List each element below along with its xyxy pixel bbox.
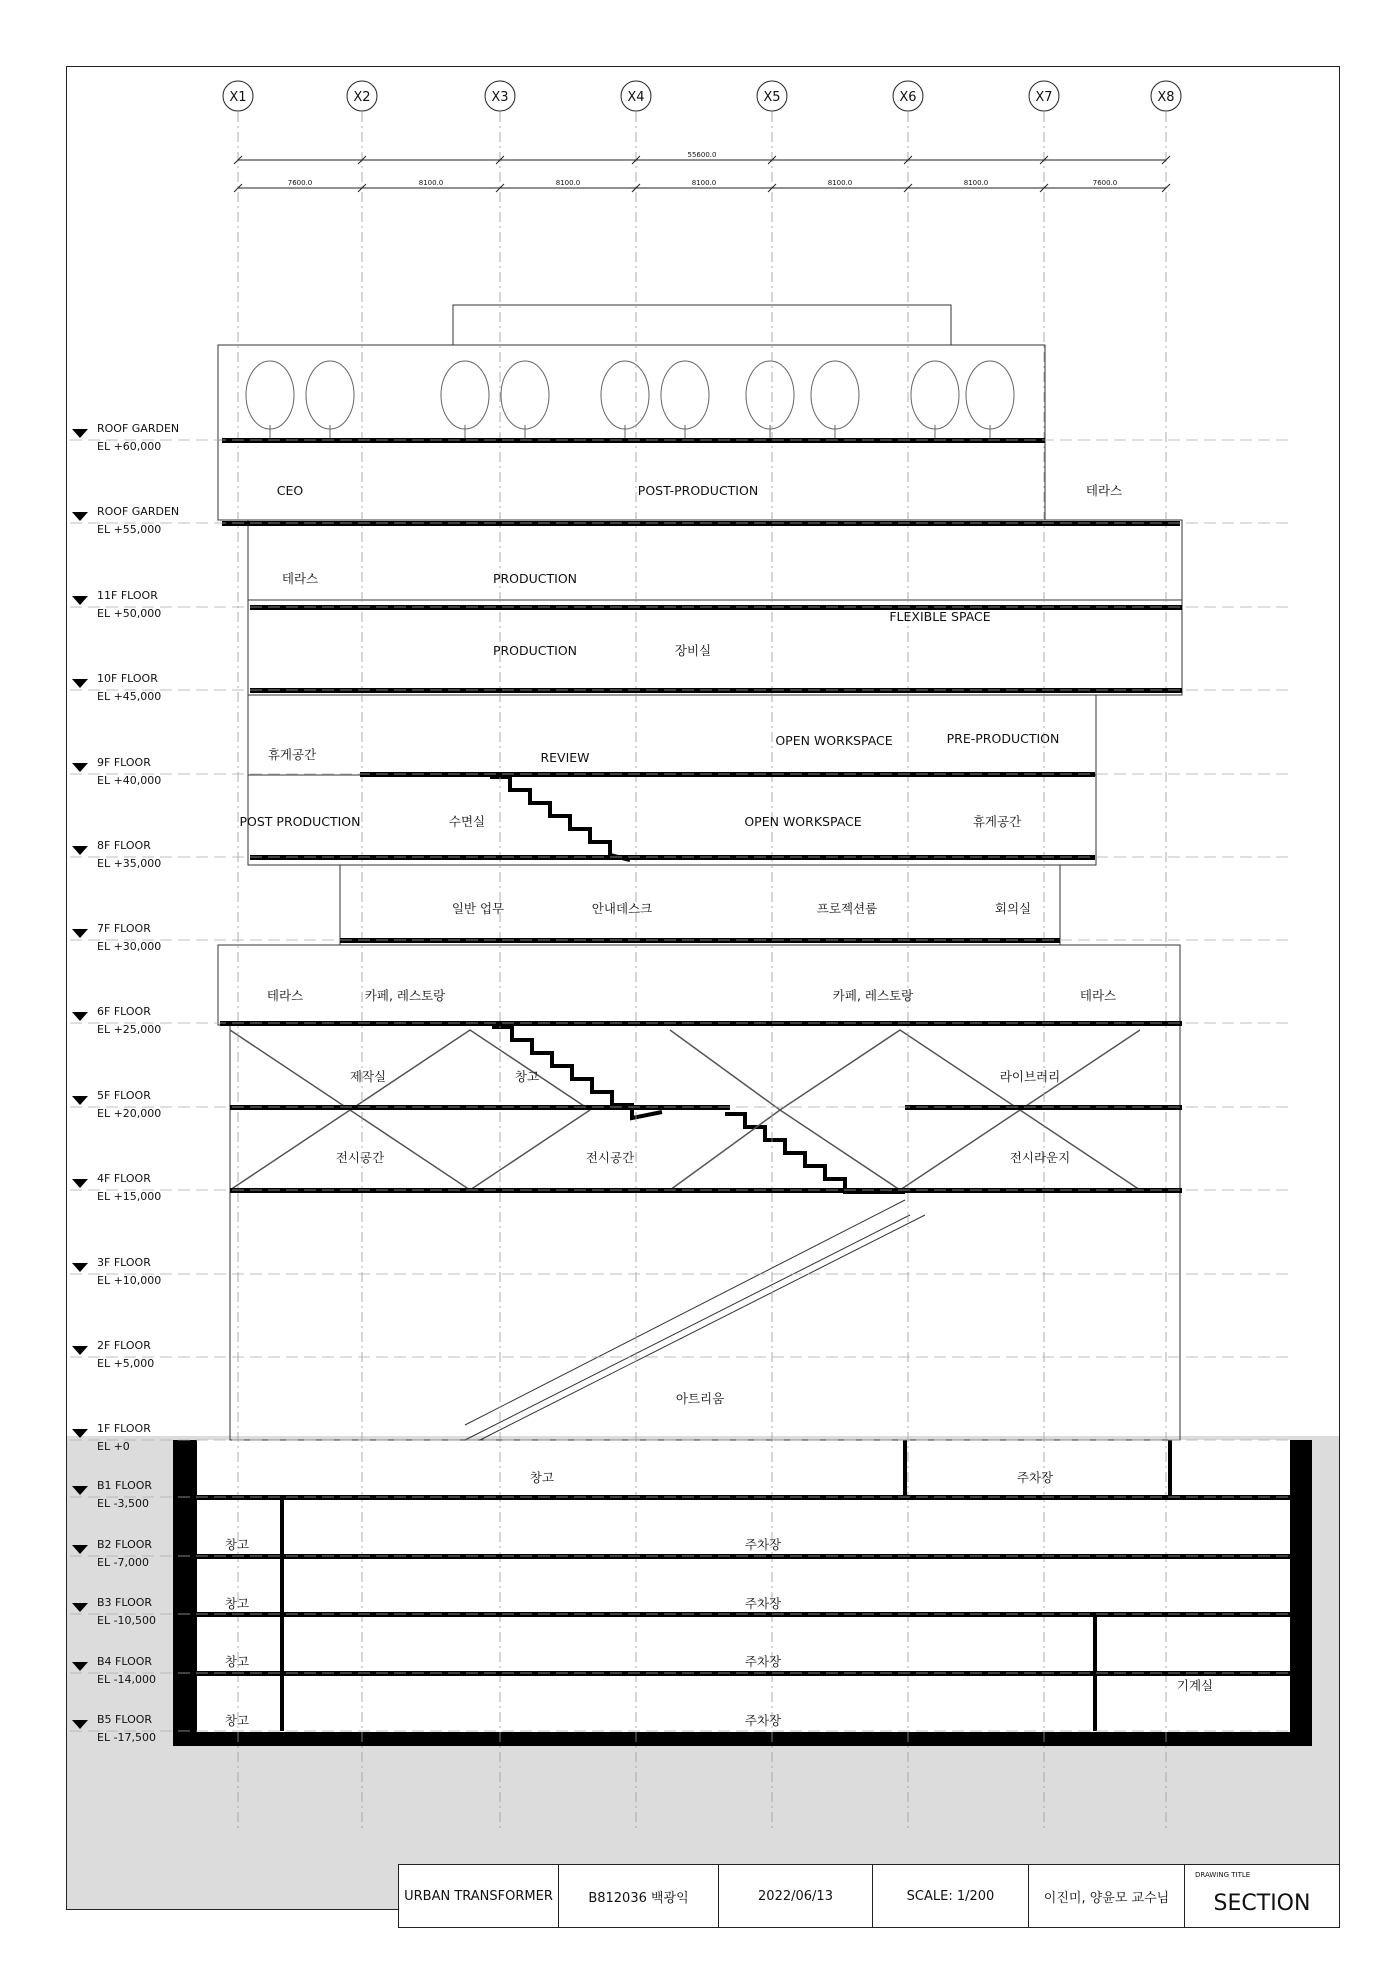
- grid-label: X1: [229, 90, 247, 105]
- grid-label: X5: [763, 90, 781, 105]
- room-label: OPEN WORKSPACE: [744, 814, 862, 829]
- room-label: 카페, 레스토랑: [832, 988, 914, 1003]
- level-name: B2 FLOOR: [97, 1538, 153, 1551]
- span-dimension-text: 7600.0: [1092, 179, 1118, 187]
- level-name: B5 FLOOR: [97, 1713, 153, 1726]
- level-name: 1F FLOOR: [97, 1422, 151, 1435]
- room-label: 기계실: [1176, 1678, 1214, 1693]
- span-dimension-text: 8100.0: [963, 179, 989, 187]
- room-label: 주차장: [744, 1537, 782, 1552]
- level-elevation: EL +35,000: [97, 857, 162, 870]
- level-elevation: EL -17,500: [97, 1731, 157, 1744]
- room-label: 창고: [529, 1470, 555, 1485]
- room-label: 제작실: [349, 1069, 387, 1084]
- grid-label: X4: [627, 90, 645, 105]
- grid-label: X7: [1035, 90, 1053, 105]
- title-block: [398, 1864, 1340, 1928]
- room-label: OPEN WORKSPACE: [775, 733, 893, 748]
- level-name: 10F FLOOR: [97, 672, 158, 685]
- level-elevation: EL +10,000: [97, 1274, 162, 1287]
- level-name: B3 FLOOR: [97, 1596, 153, 1609]
- room-label: PRE-PRODUCTION: [946, 731, 1060, 746]
- professors: 이진미, 양윤모 교수님: [1029, 1865, 1185, 1927]
- total-dimension-text: 55600.0: [687, 151, 717, 159]
- level-elevation: EL +15,000: [97, 1190, 162, 1203]
- level-elevation: EL +5,000: [97, 1357, 155, 1370]
- room-label: 창고: [224, 1537, 250, 1552]
- room-label: 수면실: [448, 814, 486, 829]
- sheet-border: [66, 66, 1340, 1910]
- room-label: 창고: [224, 1654, 250, 1669]
- room-label: 테라스: [266, 988, 304, 1003]
- room-label: CEO: [276, 483, 304, 498]
- level-name: 5F FLOOR: [97, 1089, 151, 1102]
- drawing-date: 2022/06/13: [719, 1865, 873, 1927]
- room-label: 주차장: [1016, 1470, 1054, 1485]
- level-elevation: EL +30,000: [97, 940, 162, 953]
- room-label: PRODUCTION: [492, 571, 578, 586]
- room-label: 창고: [224, 1596, 250, 1611]
- level-name: ROOF GARDEN: [97, 422, 180, 435]
- room-label: 주차장: [744, 1654, 782, 1669]
- level-elevation: EL +55,000: [97, 523, 162, 536]
- drawing-title: SECTION: [1213, 1890, 1311, 1916]
- level-name: 11F FLOOR: [97, 589, 158, 602]
- room-label: 프로젝션룸: [816, 901, 878, 916]
- room-label: 테라스: [1079, 988, 1117, 1003]
- room-label: 안내데스크: [591, 901, 653, 916]
- room-label: 카페, 레스토랑: [364, 988, 446, 1003]
- room-label: 창고: [514, 1069, 540, 1084]
- drawing-title-label: DRAWING TITLE: [1195, 1871, 1251, 1879]
- level-name: 7F FLOOR: [97, 922, 151, 935]
- room-label: 회의실: [994, 901, 1032, 916]
- grid-label: X8: [1157, 90, 1175, 105]
- room-label: 전시공간: [335, 1150, 385, 1165]
- room-label: 장비실: [674, 643, 712, 658]
- room-label: 휴게공간: [267, 747, 317, 762]
- level-name: 8F FLOOR: [97, 839, 151, 852]
- level-elevation: EL +25,000: [97, 1023, 162, 1036]
- project-name: URBAN TRANSFORMER: [399, 1865, 559, 1927]
- student-id: B812036 백광익: [559, 1865, 719, 1927]
- span-dimension-text: 8100.0: [418, 179, 444, 187]
- span-dimension-text: 7600.0: [287, 179, 313, 187]
- room-label: 테라스: [1085, 483, 1123, 498]
- room-label: 테라스: [281, 571, 319, 586]
- grid-label: X6: [899, 90, 917, 105]
- drawing-scale: SCALE: 1/200: [873, 1865, 1029, 1927]
- level-elevation: EL +40,000: [97, 774, 162, 787]
- level-elevation: EL +50,000: [97, 607, 162, 620]
- level-elevation: EL +45,000: [97, 690, 162, 703]
- level-elevation: EL -10,500: [97, 1614, 157, 1627]
- level-name: ROOF GARDEN: [97, 505, 180, 518]
- room-label: 주차장: [744, 1596, 782, 1611]
- room-label: POST-PRODUCTION: [637, 483, 759, 498]
- level-name: 6F FLOOR: [97, 1005, 151, 1018]
- level-name: 3F FLOOR: [97, 1256, 151, 1269]
- room-label: REVIEW: [540, 750, 590, 765]
- room-label: POST PRODUCTION: [239, 814, 361, 829]
- level-elevation: EL -14,000: [97, 1673, 157, 1686]
- grid-label: X3: [491, 90, 509, 105]
- level-elevation: EL +20,000: [97, 1107, 162, 1120]
- grid-label: X2: [353, 90, 371, 105]
- span-dimension-text: 8100.0: [691, 179, 717, 187]
- room-label: 창고: [224, 1713, 250, 1728]
- room-label: 전시라운지: [1009, 1150, 1071, 1165]
- level-name: 2F FLOOR: [97, 1339, 151, 1352]
- level-elevation: EL +60,000: [97, 440, 162, 453]
- room-label: 아트리움: [675, 1391, 725, 1406]
- drawing-title-cell: [1185, 1865, 1339, 1927]
- level-elevation: EL -7,000: [97, 1556, 150, 1569]
- room-label: 주차장: [744, 1713, 782, 1728]
- room-label: 라이브러리: [999, 1069, 1061, 1084]
- room-label: FLEXIBLE SPACE: [889, 609, 991, 624]
- level-elevation: EL -3,500: [97, 1497, 150, 1510]
- level-name: B4 FLOOR: [97, 1655, 153, 1668]
- room-label: 전시공간: [585, 1150, 635, 1165]
- span-dimension-text: 8100.0: [827, 179, 853, 187]
- level-name: 4F FLOOR: [97, 1172, 151, 1185]
- level-name: B1 FLOOR: [97, 1479, 153, 1492]
- room-label: PRODUCTION: [492, 643, 578, 658]
- level-elevation: EL +0: [97, 1440, 130, 1453]
- level-name: 9F FLOOR: [97, 756, 151, 769]
- room-label: 휴게공간: [972, 814, 1022, 829]
- span-dimension-text: 8100.0: [555, 179, 581, 187]
- room-label: 일반 업무: [451, 901, 505, 916]
